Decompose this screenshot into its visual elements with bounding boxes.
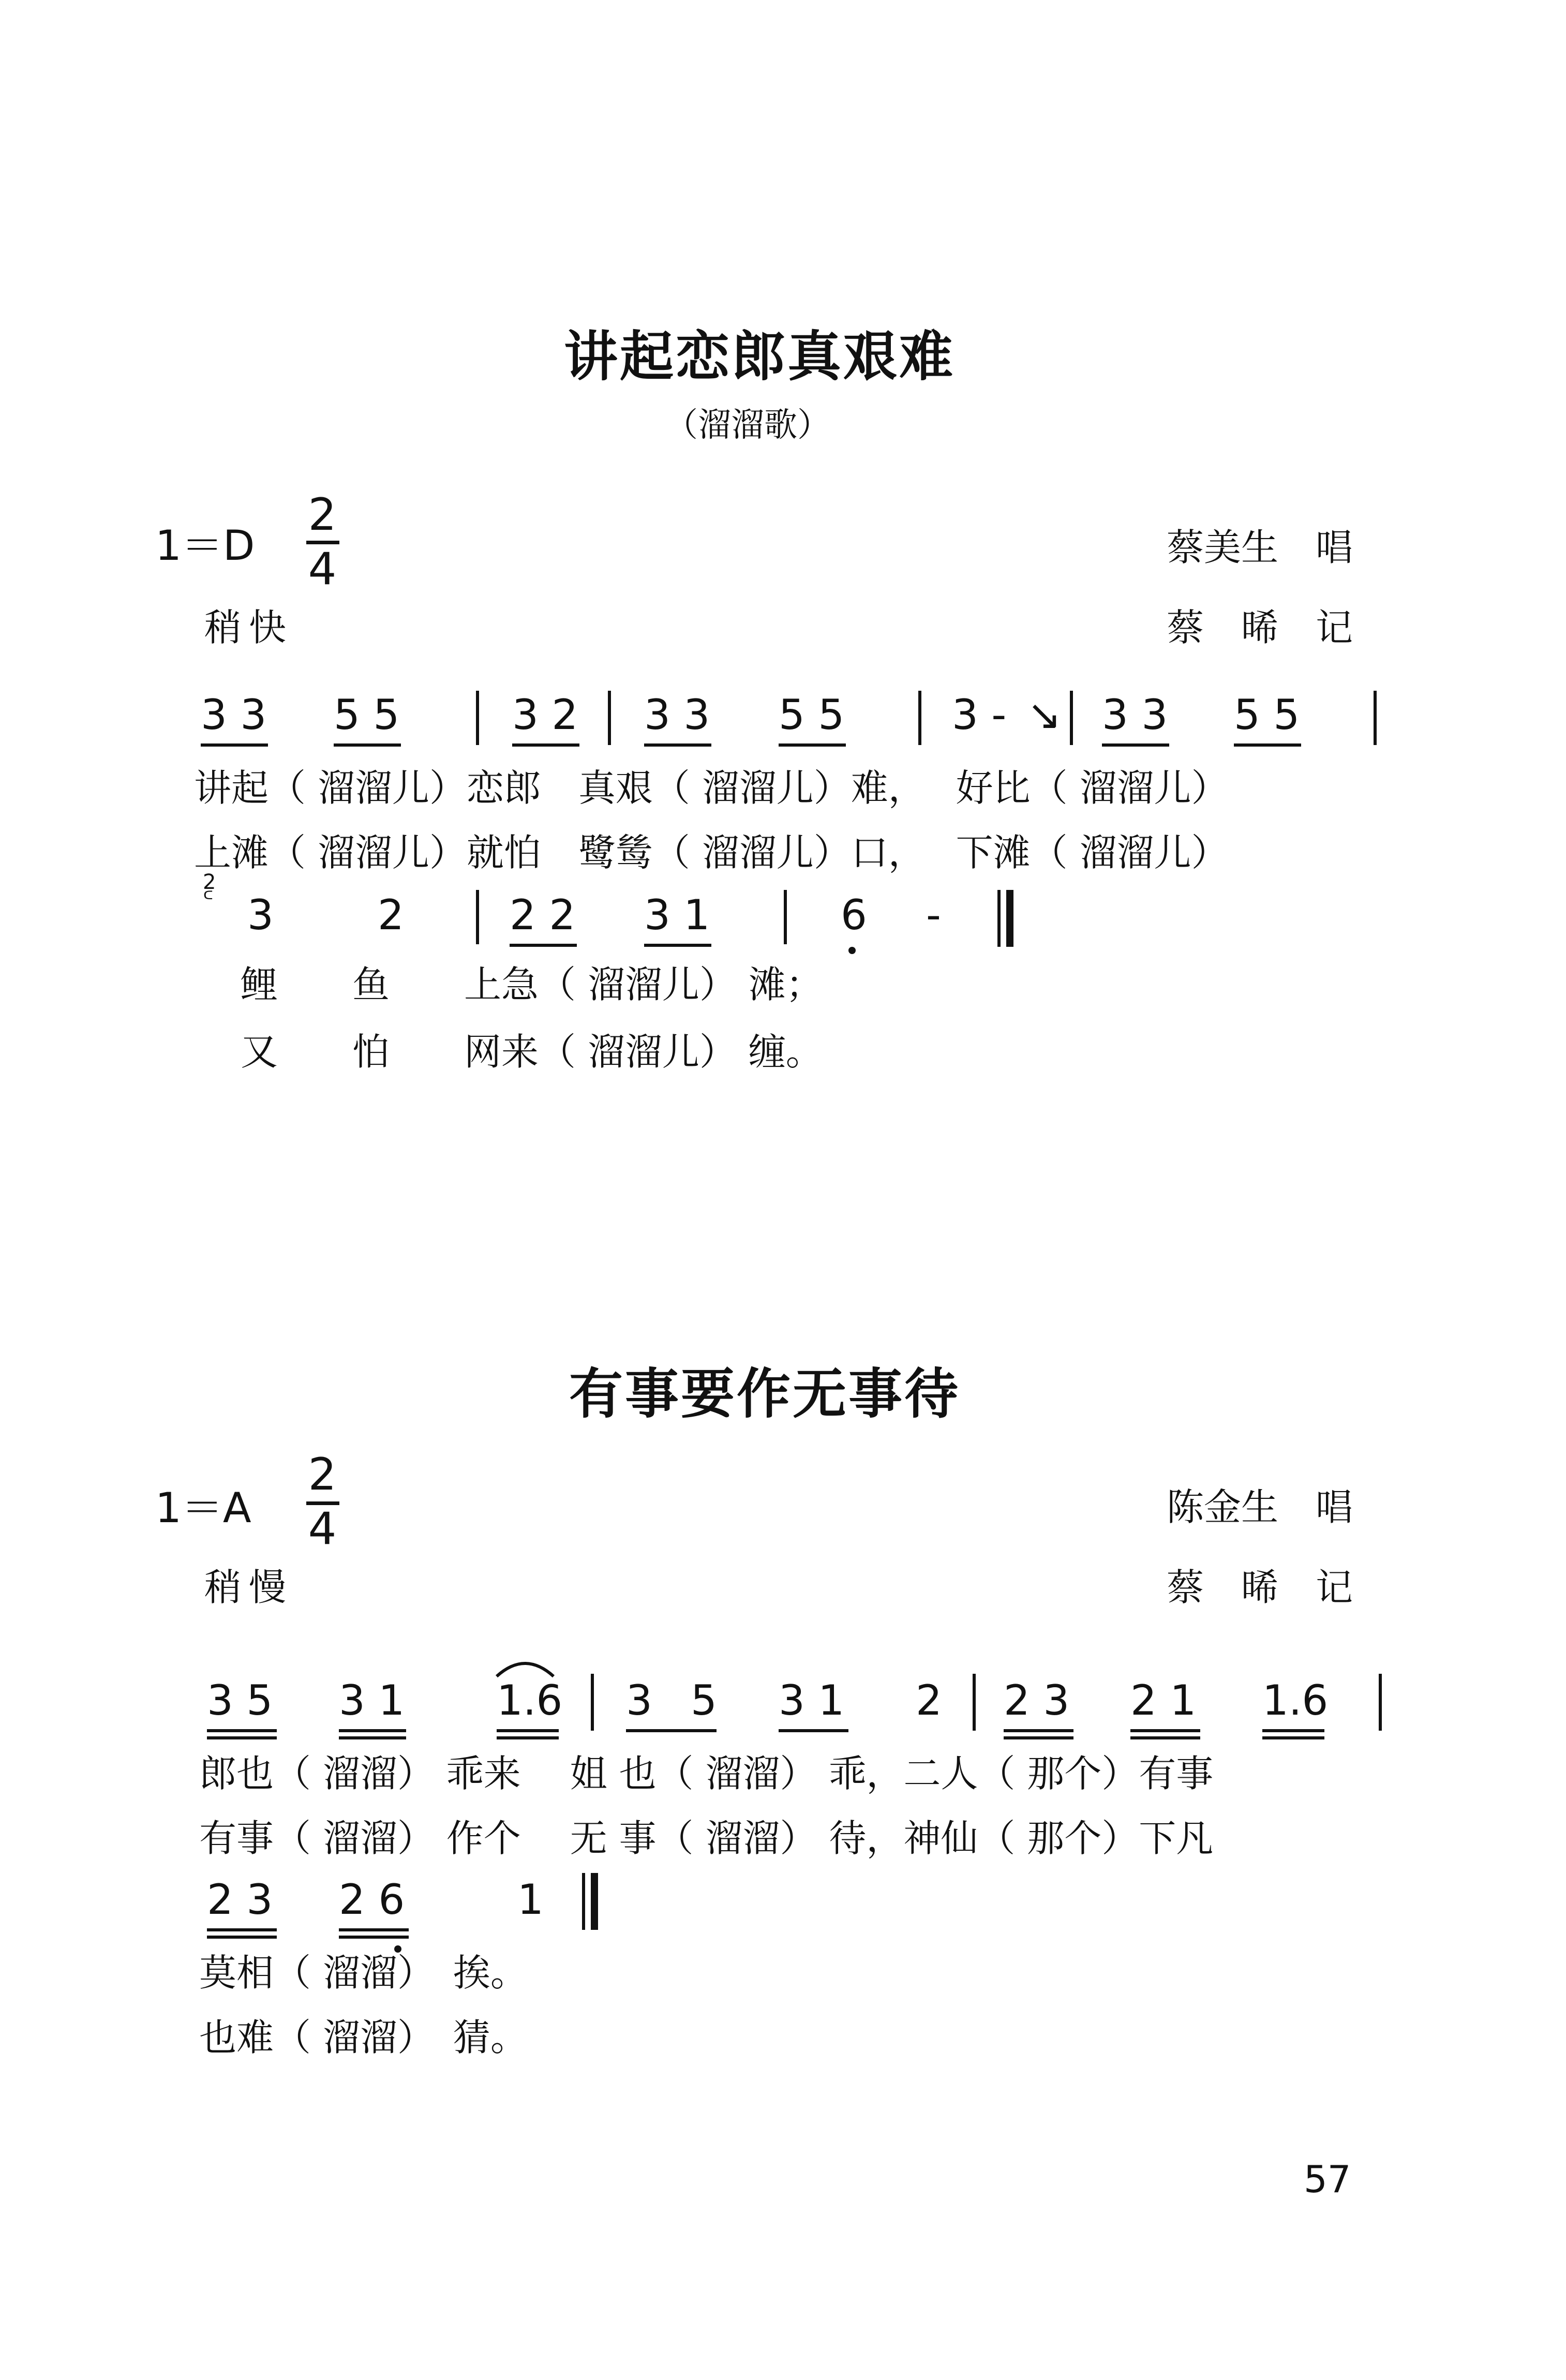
note-group: 5 5 (779, 691, 845, 739)
note: 2 (378, 891, 404, 939)
note: 3 (247, 891, 274, 939)
song2-lyrics-verse1-line1: 郎也（ 溜溜） 乖来 姐 也（ 溜溜） 乖，二人（ 那个）有事 (199, 1752, 1214, 1795)
beam (1102, 743, 1169, 747)
grace-mark-icon: ᒼ (203, 887, 214, 911)
beam (510, 944, 577, 947)
note-group: 1.6 (497, 1676, 563, 1724)
song1-time-sig-top: 2 (308, 489, 337, 541)
beam-double (1130, 1736, 1200, 1739)
note-group: 1.6 (1262, 1676, 1329, 1724)
final-barline-thin (997, 890, 1001, 947)
note-group: 2 6 (339, 1876, 405, 1924)
beam (497, 1729, 559, 1732)
note: 1 (517, 1876, 544, 1924)
beam (1262, 1729, 1324, 1732)
beam (1004, 1729, 1073, 1732)
beam-double (339, 1736, 406, 1739)
final-barline-thin (582, 1873, 585, 1930)
beam-double (497, 1736, 559, 1739)
note: 2 (916, 1676, 942, 1724)
beam (339, 1729, 406, 1732)
beam (207, 1928, 277, 1931)
note-group: 3 1 (779, 1676, 845, 1724)
note-group: 2 3 (1004, 1676, 1070, 1724)
barline (608, 691, 611, 745)
note-group: 3 1 (644, 891, 710, 939)
page-number: 57 (1304, 2158, 1351, 2201)
note-group: 2 2 (510, 891, 576, 939)
note-group: 5 5 (1234, 691, 1300, 739)
note-group: 5 5 (334, 691, 400, 739)
song1-subtitle: （溜溜歌） (665, 406, 830, 444)
beam-double (1004, 1736, 1073, 1739)
song1-lyrics-verse1-line1: 讲起（ 溜溜儿）恋郎 真艰（ 溜溜儿）难， 好比（ 溜溜儿） (194, 766, 1229, 810)
song2-singer-credit: 陈金生 唱 (1167, 1485, 1353, 1529)
beam (644, 944, 711, 947)
song2-lyrics-verse1-line2: 莫相（ 溜溜） 挨。 (199, 1951, 528, 1995)
note: 5 (691, 1676, 717, 1724)
note-group: 3 2 (512, 691, 578, 739)
beam (626, 1729, 717, 1732)
barline (1379, 1674, 1382, 1731)
note-group: 2 1 (1130, 1676, 1197, 1724)
barline (784, 890, 787, 944)
barline (476, 890, 479, 944)
song1-tempo: 稍快 (204, 606, 294, 649)
song2-lyrics-verse2-line2: 也难（ 溜溜） 猜。 (199, 2016, 528, 2059)
beam (207, 1729, 277, 1732)
grace-note: 2 (203, 870, 216, 894)
song1-title: 讲起恋郎真艰难 (564, 325, 956, 388)
song1-key-signature: 1＝D (155, 522, 255, 570)
hold-dash: - (926, 891, 941, 939)
song2-time-sig-bottom: 4 (308, 1503, 337, 1555)
beam (334, 743, 401, 747)
note-group: 2 3 (207, 1876, 273, 1924)
beam-double (339, 1936, 409, 1939)
beam-double (1262, 1736, 1324, 1739)
barline (1070, 691, 1073, 745)
song2-title: 有事要作无事待 (569, 1362, 961, 1425)
song2-lyrics-verse2-line1: 有事（ 溜溜） 作个 无 事（ 溜溜） 待，神仙（ 那个）下凡 (199, 1817, 1214, 1860)
song1-lyrics-verse2-line2: 又 怕 网来（ 溜溜儿） 缠。 (241, 1030, 823, 1074)
barline (973, 1674, 976, 1731)
beam (1234, 743, 1301, 747)
low-octave-dot (848, 947, 856, 954)
note-group: 3 1 (339, 1676, 405, 1724)
song2-tempo: 稍慢 (204, 1566, 294, 1609)
beam (512, 743, 579, 747)
beam (644, 743, 711, 747)
beam-double (207, 1936, 277, 1939)
glide-arrow-icon: ↘ (1027, 691, 1062, 739)
song1-lyrics-verse2-line1: 上滩（ 溜溜儿）就怕 鹭鸶（ 溜溜儿）口， 下滩（ 溜溜儿） (194, 831, 1229, 874)
note-group: 3 - (952, 691, 1007, 739)
barline (591, 1674, 594, 1731)
final-barline-thick (1006, 890, 1013, 947)
note-group: 3 3 (201, 691, 267, 739)
barline (476, 691, 479, 745)
barline (918, 691, 921, 745)
song2-recorder-credit: 蔡 晞 记 (1167, 1566, 1353, 1609)
note-group: 3 3 (1102, 691, 1168, 739)
beam (339, 1928, 409, 1931)
final-barline-thick (591, 1873, 598, 1930)
beam (779, 743, 846, 747)
beam (1130, 1729, 1200, 1732)
beam (201, 743, 268, 747)
slur-icon (494, 1653, 556, 1679)
note: 6 (841, 891, 867, 939)
beam-double (207, 1736, 277, 1739)
beam (779, 1729, 848, 1732)
song2-time-sig-top: 2 (308, 1449, 337, 1500)
song1-singer-credit: 蔡美生 唱 (1167, 526, 1353, 569)
song2-key-signature: 1＝A (155, 1484, 251, 1532)
song1-recorder-credit: 蔡 晞 记 (1167, 606, 1353, 649)
note-group: 3 5 (207, 1676, 273, 1724)
song1-lyrics-verse1-line2: 鲤 鱼 上急（ 溜溜儿） 滩； (241, 963, 823, 1006)
note-group: 3 3 (644, 691, 710, 739)
barline (1374, 691, 1377, 745)
song1-time-sig-bottom: 4 (308, 543, 337, 595)
note: 3 (626, 1676, 652, 1724)
